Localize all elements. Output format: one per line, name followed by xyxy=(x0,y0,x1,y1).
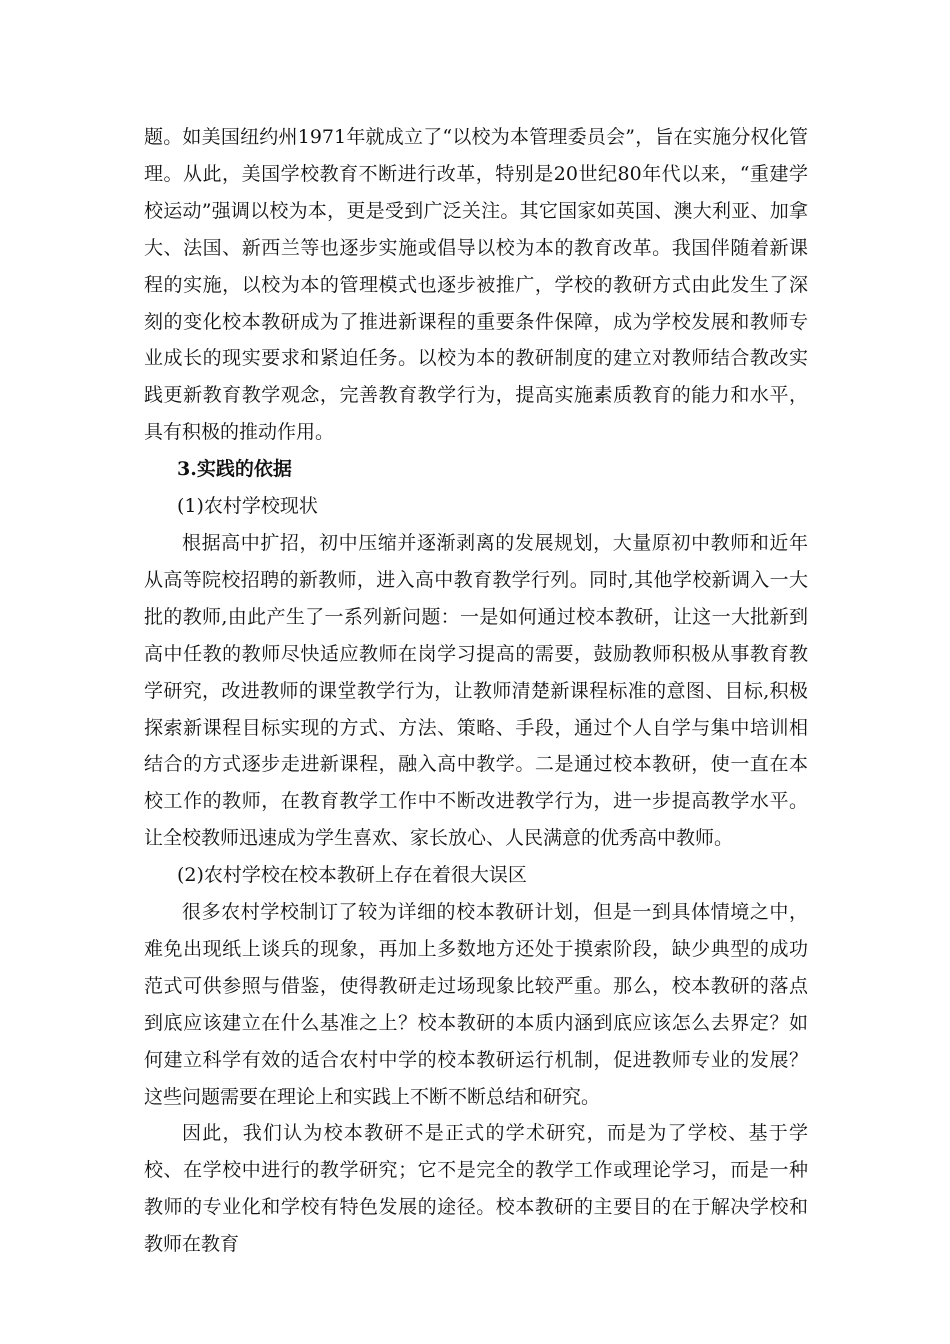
paragraph-rural-school-misconceptions: 很多农村学校制订了较为详细的校本教研计划，但是一到具体情境之中，难免出现纸上谈兵的现象，再加上多数地方还处于摸索阶段，缺少典型的成功范式可供参照与借鉴，使得教研走过场现象比较严重。那么，校本教研的落点到底应该建立在什么基准之上？校本教研的本质内涵到底应该怎么去界定？如何建立科学有效的适合农村中学的校本教研运行机制，促进教师专业的发展？这些问题需要在理论上和实践上不断不断总结和研究。 xyxy=(144,901,808,1108)
paragraph-school-based-background: 题。如美国纽约州1971年就成立了“以校为本管理委员会”，旨在实施分权化管理。从此，美国学校教育不断进行改革，特别是20世纪80年代以来，“重建学校运动”强调以校为本，更是受到广泛关注。其它国家如英国、澳大利亚、加拿大、法国、新西兰等也逐步实施或倡导以校为本的教育改革。我国伴随着新课程的实施，以校为本的管理模式也逐步被推广，学校的教研方式由此发生了深刻的变化校本教研成为了推进新课程的重要条件保障，成为学校发展和教师专业成长的现实要求和紧迫任务。以校为本的教研制度的建立对教师结合教改实践更新教育教学观念，完善教育教学行为，提高实施素质教育的能力和水平，具有积极的推动作用。 xyxy=(144,126,808,444)
document-page xyxy=(144,119,808,1263)
subheading-rural-school-status: (1)农村学校现状 xyxy=(177,495,318,518)
subheading-rural-school-misconceptions: (2)农村学校在校本教研上存在着很大误区 xyxy=(177,864,527,887)
section-heading-practice-basis: 3.实践的依据 xyxy=(177,458,292,481)
paragraph-rural-school-status: 根据高中扩招，初中压缩并逐渐剥离的发展规划，大量原初中教师和近年从高等院校招聘的新教师，进入高中教育教学行列。同时,其他学校新调入一大批的教师,由此产生了一系列新问题：一是如何通过校本教研，让这一大批新到高中任教的教师尽快适应教师在岗学习提高的需要，鼓励教师积极从事教育教学研究，改进教师的课堂教学行为，让教师清楚新课程标准的意图、目标,积极探索新课程目标实现的方式、方法、策略、手段，通过个人自学与集中培训相结合的方式逐步走进新课程，融入高中教学。二是通过校本教研，使一直在本校工作的教师，在教育教学工作中不断改进教学行为，进一步提高教学水平。让全校教师迅速成为学生喜欢、家长放心、人民满意的优秀高中教师。 xyxy=(144,531,808,850)
paragraph-conclusion: 因此，我们认为校本教研不是正式的学术研究，而是为了学校、基于学校、在学校中进行的教学研究；它不是完全的教学工作或理论学习，而是一种教师的专业化和学校有特色发展的途径。校本教研的主要目的在于解决学校和教师在教育 xyxy=(144,1122,808,1256)
